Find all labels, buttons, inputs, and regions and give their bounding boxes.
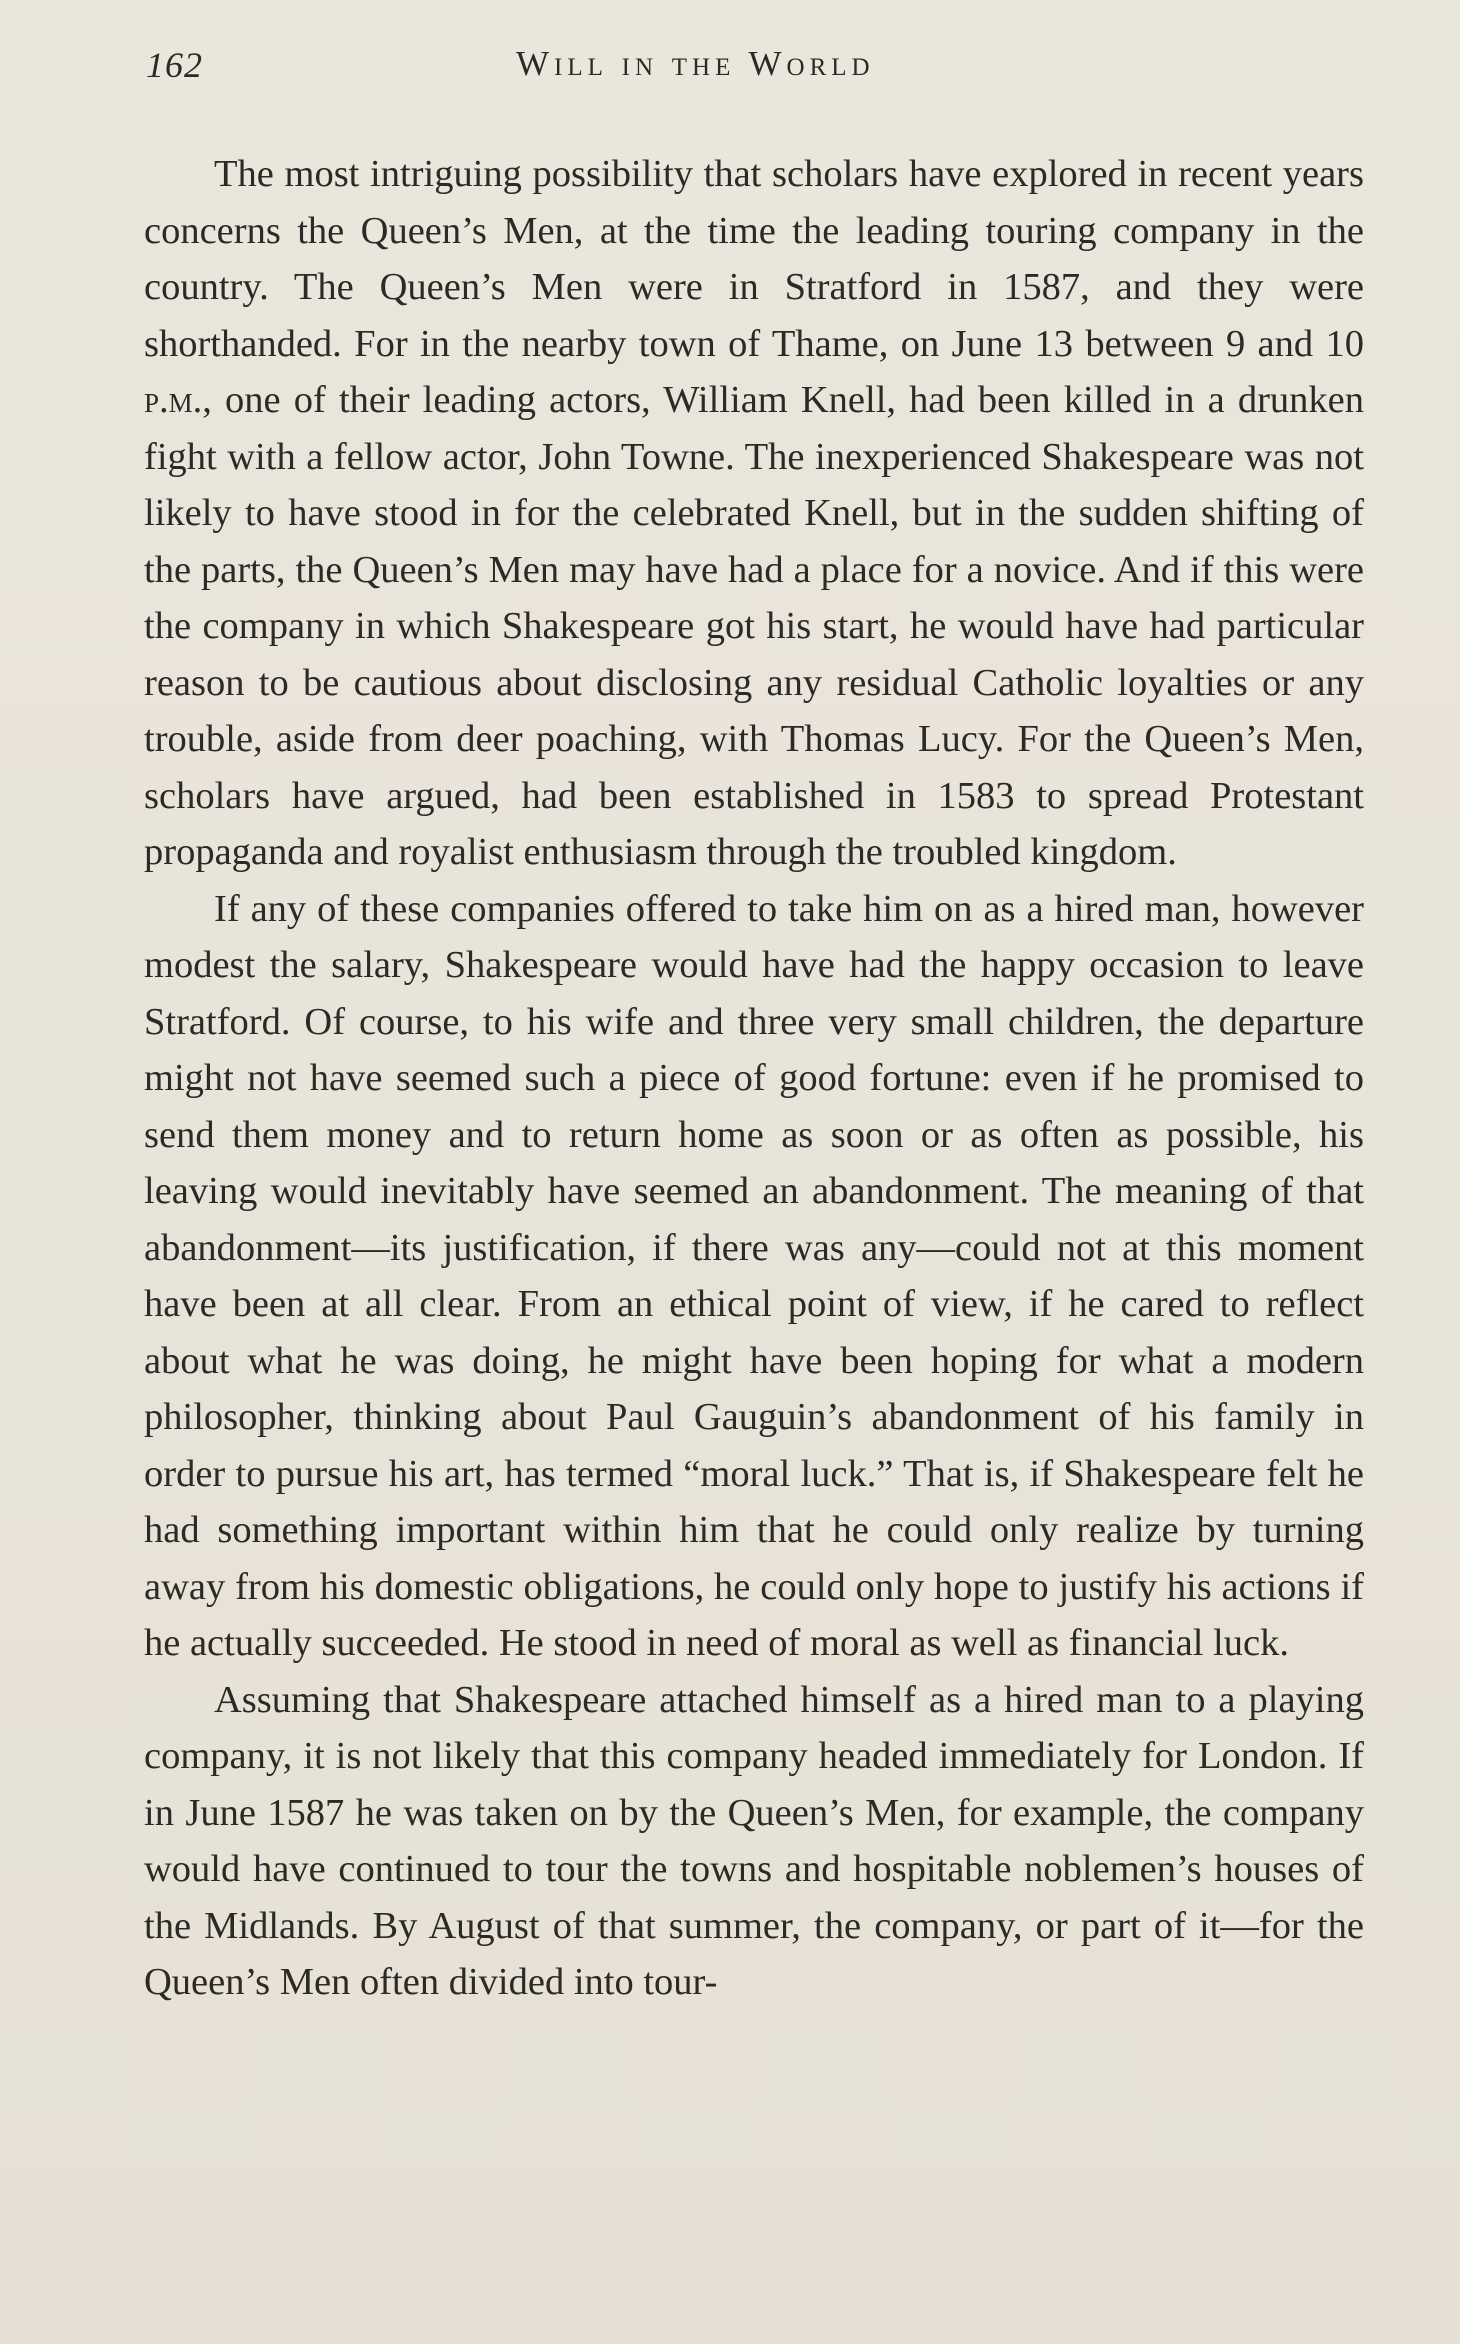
paragraph-2: If any of these companies offered to take him on as a hired man, however modest the salary, Shakespeare would have had the happy occasion to leave Stratford. Of course, to his wife and three very small children, the departure might not have seemed such a piece of good fortune: even if he promised to send them money and to return home as soon or as often as possible, his leaving would inevitably have seemed an abandonment. The meaning of that abandonment—its justification, if there was any—could not at this moment have been at all clear. From an ethical point of view, if he cared to reflect about what he was doing, he might have been hoping for what a modern philosopher, thinking about Paul Gauguin’s abandonment of his family in order to pursue his art, has termed “moral luck.” That is, if Shakespeare felt he had something important within him that he could only realize by turning away from his domestic obligations, he could only hope to justify his actions if he actually succeeded. He stood in need of moral as well as financial luck. [144, 887, 1364, 1664]
page-number: 162 [146, 45, 203, 85]
running-head [146, 44, 1366, 92]
paragraph-1-text-a: The most intriguing possibility that scholars have explored in recent years concerns the Queen’s Men, at the time the leading touring company in the country. The Queen’s Men were in Stratford in 1587, and they were shorthanded. For in the nearby town of Thame, on June 13 between 9 and 10 [144, 153, 1364, 365]
paragraph-3: Assuming that Shakespeare attached himself as a hired man to a playing company, it is not likely that this company headed immediately for London. If in June 1587 he was taken on by the Queen’s Men, for example, the company would have continued to tour the towns and hospitable noblemen’s houses of the Midlands. By August of that summer, the company, or part of it—for the Queen’s Men often divided into tour- [144, 1678, 1364, 2003]
book-title: Will in the World [516, 44, 875, 83]
paragraph-1 [144, 146, 1364, 881]
body-text [144, 146, 1364, 2011]
time-abbreviation: p.m. [144, 379, 203, 421]
paragraph-1-text-b: , one of their leading actors, William Knell, had been killed in a drunken fight with a fellow actor, John Towne. The inexperienced Shakespeare was not likely to have stood in for the celebrated Knell, but in the sudden shifting of the parts, the Queen’s Men may have had a place for a novice. And if this were the company in which Shakespeare got his start, he would have had particular reason to be cautious about disclosing any residual Catholic loyalties or any trouble, aside from deer poaching, with Thomas Lucy. For the Queen’s Men, scholars have argued, had been established in 1583 to spread Protestant propaganda and royalist enthusiasm through the troubled kingdom. [144, 379, 1364, 873]
